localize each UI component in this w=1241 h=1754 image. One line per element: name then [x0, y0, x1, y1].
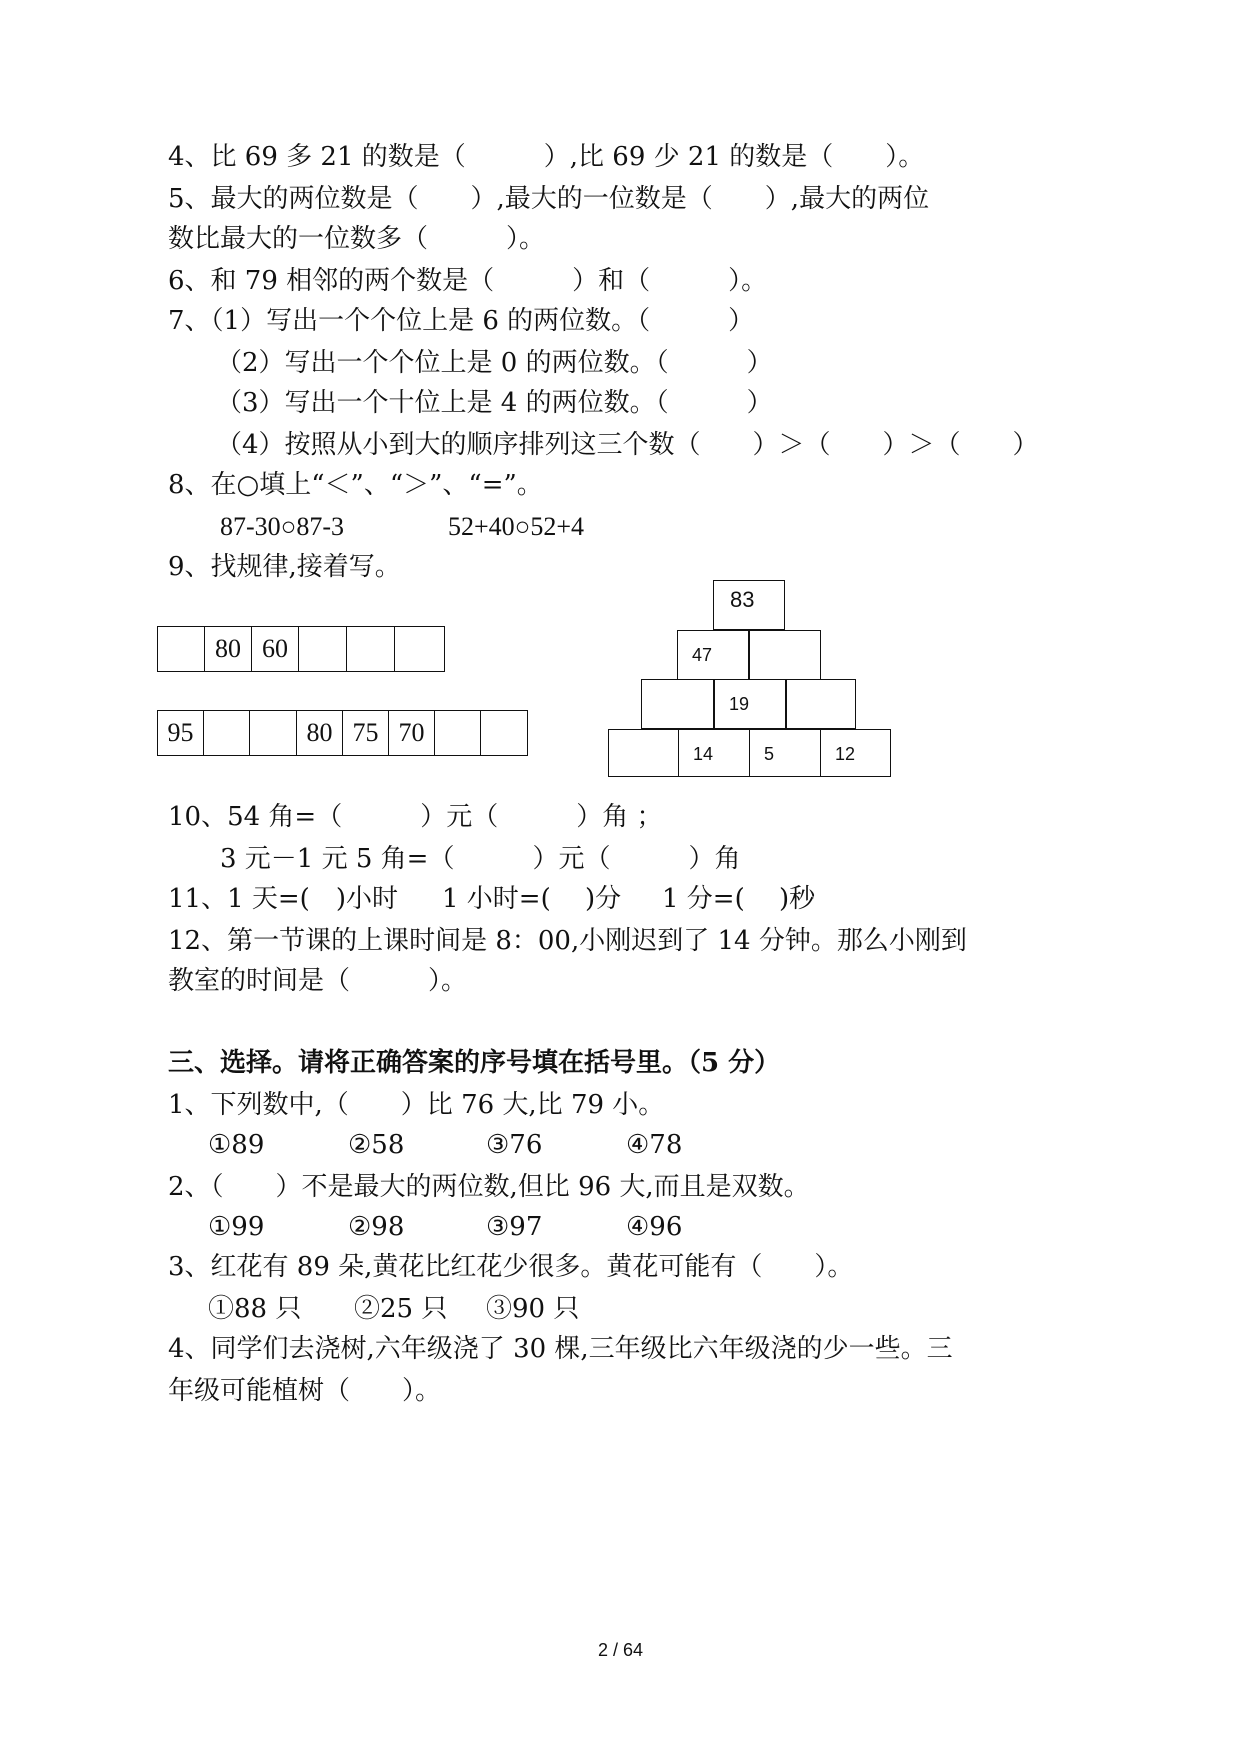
q7-part1: 7、（1）写出一个个位上是 6 的两位数。（ ） [168, 306, 755, 336]
q7-part3: （3）写出一个十位上是 4 的两位数。（ ） [216, 388, 773, 418]
sequence-cell[interactable] [250, 711, 297, 755]
sequence-cell: 95 [158, 711, 204, 755]
choice-q1-option-3[interactable]: ③76 [486, 1130, 543, 1160]
choice-q3-option-2[interactable]: ②25 只 [354, 1294, 448, 1324]
choice-q4-line-1: 4、同学们去浇树,六年级浇了 30 棵,三年级比六年级浇的少一些。三 [168, 1334, 953, 1364]
sequence-cell: 80 [297, 711, 343, 755]
q8-line: 8、在○填上“＜”、“＞”、“=”。 [168, 470, 543, 500]
choice-q1-option-1[interactable]: ①89 [208, 1130, 265, 1160]
q7-part4: （4）按照从小到大的顺序排列这三个数（ ）＞（ ）＞（ ） [216, 430, 1039, 460]
sequence-cell[interactable] [158, 627, 205, 671]
q11-part2: 1 小时=( )分 [442, 884, 622, 914]
sequence-cell[interactable] [347, 627, 395, 671]
q8-expr-1: 87-30○87-3 [220, 512, 345, 541]
q11-part1: 11、1 天=( )小时 [168, 884, 398, 914]
q9-line: 9、找规律,接着写。 [168, 552, 401, 582]
q6-line: 6、和 79 相邻的两个数是（ ）和（ ）。 [168, 266, 768, 296]
sequence-row-1 [157, 626, 445, 672]
q12-line-1: 12、第一节课的上课时间是 8：00,小刚迟到了 14 分钟。那么小刚到 [168, 926, 967, 956]
sequence-cell: 80 [205, 627, 252, 671]
choice-q2-option-3[interactable]: ③97 [486, 1212, 543, 1242]
pyramid-cell: 19 [714, 679, 786, 729]
choice-q3: 3、红花有 89 朵,黄花比红花少很多。黄花可能有（ ）。 [168, 1252, 854, 1282]
q10-line-2: 3 元－1 元 5 角=（ ）元（ ）角 [220, 844, 741, 874]
choice-q3-option-3[interactable]: ③90 只 [486, 1294, 580, 1324]
sequence-cell: 70 [389, 711, 435, 755]
pyramid-cell[interactable] [641, 679, 714, 729]
sequence-row-2 [157, 710, 528, 756]
pyramid-cell: 47 [677, 630, 749, 680]
pyramid-cell: 5 [749, 729, 821, 777]
sequence-cell: 60 [252, 627, 299, 671]
q4-line: 4、比 69 多 21 的数是（ ）,比 69 少 21 的数是（ ）。 [168, 142, 925, 172]
choice-q1-option-2[interactable]: ②58 [348, 1130, 405, 1160]
section-three-heading: 三、选择。请将正确答案的序号填在括号里。（5 分） [168, 1048, 781, 1078]
choice-q1: 1、下列数中,（ ）比 76 大,比 79 小。 [168, 1090, 665, 1120]
choice-q2-option-1[interactable]: ①99 [208, 1212, 265, 1242]
sequence-cell[interactable] [299, 627, 347, 671]
q12-line-2: 教室的时间是（ ）。 [168, 966, 468, 996]
choice-q2-option-4[interactable]: ④96 [626, 1212, 683, 1242]
pyramid-cell: 12 [820, 729, 891, 777]
pyramid-cell[interactable] [749, 630, 821, 680]
sequence-cell: 75 [343, 711, 389, 755]
q8-expr-2: 52+40○52+4 [448, 512, 585, 541]
choice-q3-option-1[interactable]: ①88 只 [208, 1294, 302, 1324]
pyramid-cell: 83 [713, 580, 785, 630]
sequence-cell[interactable] [435, 711, 481, 755]
q5-line-2: 数比最大的一位数多（ ）。 [168, 224, 546, 254]
choice-q4-line-2: 年级可能植树（ ）。 [168, 1376, 442, 1406]
pyramid-cell[interactable] [786, 679, 856, 729]
page-number: 2 / 64 [597, 1640, 644, 1660]
choice-q1-option-4[interactable]: ④78 [626, 1130, 683, 1160]
sequence-cell[interactable] [481, 711, 525, 755]
sequence-cell[interactable] [395, 627, 442, 671]
pyramid-cell[interactable] [608, 729, 679, 777]
q11-part3: 1 分=( )秒 [662, 884, 816, 914]
choice-q2: 2、（ ）不是最大的两位数,但比 96 大,而且是双数。 [168, 1172, 810, 1202]
choice-q2-option-2[interactable]: ②98 [348, 1212, 405, 1242]
sequence-cell[interactable] [204, 711, 250, 755]
q7-part2: （2）写出一个个位上是 0 的两位数。（ ） [216, 348, 773, 378]
q10-line-1: 10、54 角=（ ）元（ ）角 ； [168, 802, 663, 832]
q5-line-1: 5、最大的两位数是（ ）,最大的一位数是（ ）,最大的两位 [168, 184, 930, 214]
pyramid-cell: 14 [678, 729, 750, 777]
